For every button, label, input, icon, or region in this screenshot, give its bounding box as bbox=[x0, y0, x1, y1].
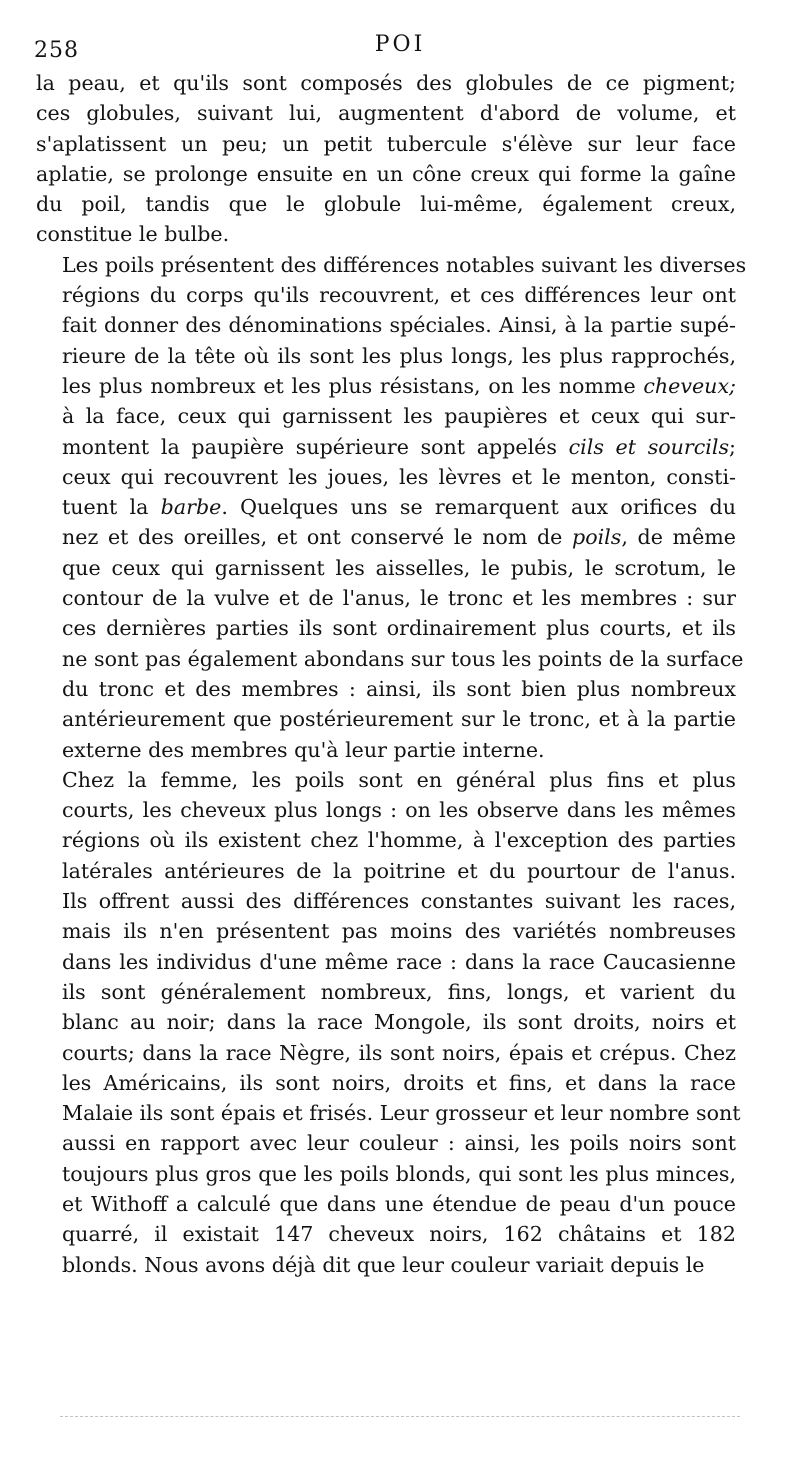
text-line: ne sont pas également abondans sur tous les points de la surface bbox=[62, 646, 744, 671]
running-head: POI bbox=[374, 32, 426, 57]
body-text bbox=[36, 68, 747, 1280]
text-line: latérales antérieures de la poitrine et du pourtour de l'anus. bbox=[62, 858, 736, 883]
text-line: quarré, il existait 147 cheveux noirs, 162 châtains et 182 bbox=[62, 1222, 736, 1247]
paragraph-2 bbox=[36, 250, 747, 765]
text-line: montent la paupière supérieure sont appelés cils et sourcils; bbox=[62, 434, 736, 459]
text-line: les Américains, ils sont noirs, droits et fins, et dans la race bbox=[62, 1070, 736, 1095]
text-line: fait donner des dénominations spéciales. Ainsi, à la partie supé- bbox=[62, 313, 736, 338]
text-line: Chez la femme, les poils sont en général plus fins et plus bbox=[62, 767, 736, 792]
text-line: courts; dans la race Nègre, ils sont noirs, épais et crépus. Chez bbox=[62, 1040, 736, 1065]
text-line: blonds. Nous avons déjà dit que leur couleur variait depuis le bbox=[62, 1252, 705, 1277]
text-line: rieure de la tête où ils sont les plus longs, les plus rapprochés, bbox=[62, 343, 736, 368]
text-line: la peau, et qu'ils sont composés des globules de ce pigment; bbox=[36, 71, 736, 95]
text-line: tuent la barbe. Quelques uns se remarquent aux orifices du bbox=[62, 495, 736, 520]
text-line: du tronc et des membres : ainsi, ils sont bien plus nombreux bbox=[62, 676, 736, 701]
text-line: mais ils n'en présentent pas moins des variétés nombreuses bbox=[62, 919, 736, 944]
text-line: constitue le bulbe. bbox=[36, 222, 230, 247]
text-line: Les poils présentent des différences notables suivant les diverses bbox=[62, 252, 747, 277]
text-line: et Withoff a calculé que dans une étendue de peau d'un pouce bbox=[62, 1191, 736, 1216]
text-line: Ils offrent aussi des différences constantes suivant les races, bbox=[62, 889, 736, 914]
text-line: dans les individus d'une même race : dans la race Caucasienne bbox=[62, 949, 736, 974]
text-line: antérieurement que postérieurement sur le tronc, et à la partie bbox=[62, 707, 736, 732]
text-line: s'aplatissent un peu; un petit tubercule s'élève sur leur face bbox=[36, 131, 736, 156]
text-line: ces globules, suivant lui, augmentent d'abord de volume, et bbox=[36, 101, 736, 126]
paragraph-1 bbox=[36, 68, 736, 250]
text-line: les plus nombreux et les plus résistans, on les nomme cheveux; bbox=[62, 373, 736, 398]
footer-rule bbox=[60, 1416, 740, 1417]
text-line: courts, les cheveux plus longs : on les observe dans les mêmes bbox=[62, 798, 736, 823]
text-line: du poil, tandis que le globule lui-même, également creux, bbox=[36, 192, 736, 217]
text-line: ils sont généralement nombreux, fins, longs, et varient du bbox=[62, 979, 736, 1004]
text-line: que ceux qui garnissent les aisselles, le pubis, le scrotum, le bbox=[62, 555, 736, 580]
page-number: 258 bbox=[34, 38, 79, 63]
text-line: ces dernières parties ils sont ordinairement plus courts, et ils bbox=[62, 616, 736, 641]
text-line: aussi en rapport avec leur couleur : ainsi, les poils noirs sont bbox=[62, 1131, 736, 1156]
text-line: externe des membres qu'à leur partie interne. bbox=[62, 737, 545, 762]
text-line: régions du corps qu'ils recouvrent, et ces différences leur ont bbox=[62, 283, 736, 308]
text-line: contour de la vulve et de l'anus, le tronc et les membres : sur bbox=[62, 586, 736, 611]
text-line: régions où ils existent chez l'homme, à l'exception des parties bbox=[62, 828, 736, 853]
text-line: nez et des oreilles, et ont conservé le nom de poils, de même bbox=[62, 525, 736, 550]
text-line: Malaie ils sont épais et frisés. Leur grosseur et leur nombre sont bbox=[62, 1101, 741, 1126]
text-line: aplatie, se prolonge ensuite en un cône creux qui forme la gaîne bbox=[36, 161, 736, 186]
text-line: toujours plus gros que les poils blonds, qui sont les plus minces, bbox=[62, 1161, 736, 1186]
text-line: ceux qui recouvrent les joues, les lèvres et le menton, consti- bbox=[62, 464, 736, 489]
text-line: à la face, ceux qui garnissent les paupières et ceux qui sur- bbox=[62, 404, 736, 429]
paragraph-3 bbox=[36, 765, 741, 1280]
text-line: blanc au noir; dans la race Mongole, ils sont droits, noirs et bbox=[62, 1010, 736, 1035]
